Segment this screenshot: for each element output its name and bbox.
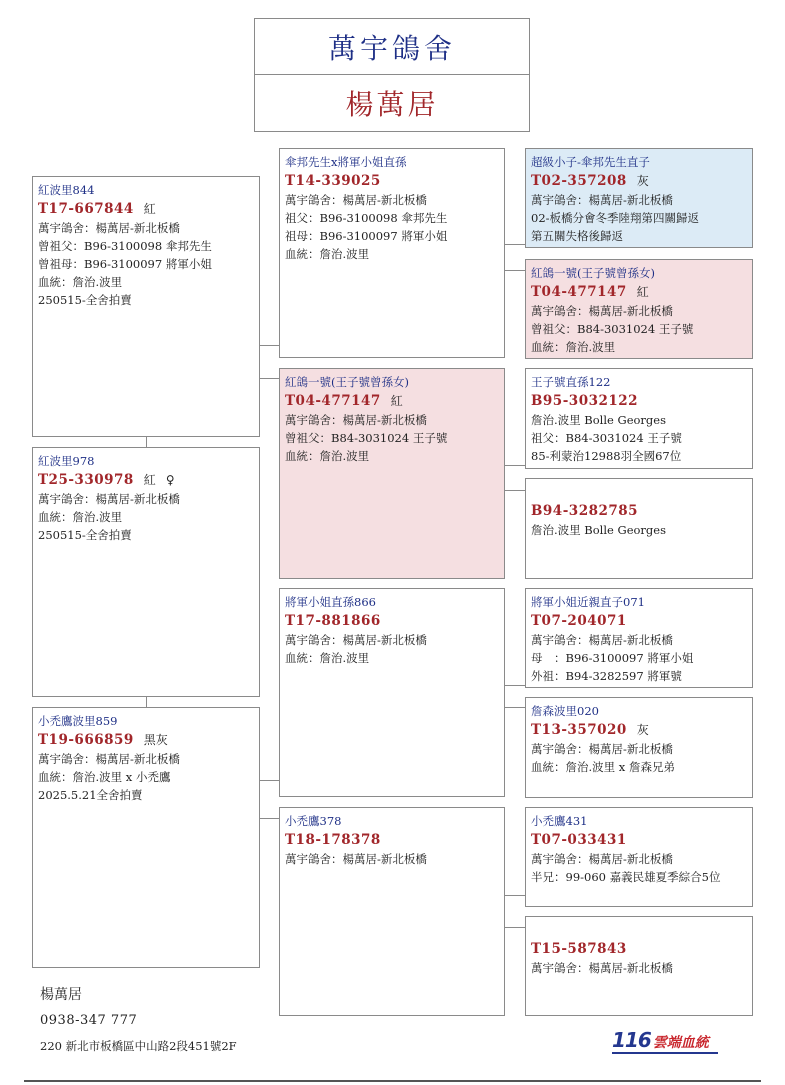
- logo-underline: [612, 1052, 718, 1054]
- pigeon-name: 將軍小姐直孫866: [285, 595, 376, 609]
- info-line: 萬宇鴿舍：楊萬居-新北板橋: [38, 492, 180, 506]
- footer-owner-name: 楊萬居: [40, 987, 82, 1003]
- ring-number: T04-477147: [285, 393, 381, 409]
- info-line: 萬宇鴿舍：楊萬居-新北板橋: [285, 852, 427, 866]
- info-line: 曾祖母：B96-3100097 將軍小姐: [38, 257, 212, 271]
- pigeon-name: [531, 484, 747, 500]
- pigeon-name: 王子號直孫122: [531, 375, 611, 389]
- info-line: 外祖：B94-3282597 將軍號: [531, 669, 682, 683]
- pigeon-card-sibling-1: [32, 447, 260, 697]
- info-line: 血統：詹治.波里: [285, 651, 370, 665]
- info-line: 詹治.波里 Bolle Georges: [531, 523, 666, 537]
- pigeon-card-dam-2: [279, 807, 505, 1016]
- pigeon-name: 紅鴿一號(王子號曾孫女): [285, 375, 409, 389]
- info-line: 第五關失格後歸返: [531, 229, 623, 243]
- ring-number: T19-666859: [38, 732, 134, 748]
- info-line: 血統：詹治.波里: [285, 449, 370, 463]
- info-line: 血統：詹治.波里 x 詹森兄弟: [531, 760, 675, 774]
- feather-color: 灰: [636, 174, 649, 188]
- info-line: 詹治.波里 Bolle Georges: [531, 413, 666, 427]
- pigeon-name: 小禿鷹378: [285, 814, 342, 828]
- connector-line: [260, 780, 279, 781]
- info-line: 萬宇鴿舍：楊萬居-新北板橋: [285, 193, 427, 207]
- ring-number: T14-339025: [285, 173, 381, 189]
- info-line: 萬宇鴿舍：楊萬居-新北板橋: [531, 633, 673, 647]
- ring-number: T02-357208: [531, 173, 627, 189]
- pigeon-name: 傘邦先生x將軍小姐直孫: [285, 155, 407, 169]
- info-line: 血統：詹治.波里: [38, 275, 123, 289]
- info-line: 祖母：B96-3100097 將軍小姐: [285, 229, 448, 243]
- pigeon-card-dam-sire: [525, 368, 753, 469]
- owner-name: 楊萬居: [345, 88, 439, 121]
- feather-color: 紅: [636, 285, 649, 299]
- connector-line: [260, 345, 279, 346]
- pigeon-card-dam2-sire: [525, 807, 753, 907]
- info-line: 曾祖父：B96-3100098 傘邦先生: [38, 239, 212, 253]
- pigeon-name: 詹森波里020: [531, 704, 599, 718]
- ring-number: T07-204071: [531, 613, 627, 629]
- pigeon-card-sire2-sire: [525, 588, 753, 688]
- connector-line: [505, 490, 525, 491]
- pigeon-card-sire-2: [279, 588, 505, 797]
- pigeon-name: [531, 922, 747, 938]
- pigeon-card-dam-dam: [525, 478, 753, 579]
- feather-color: 紅: [143, 202, 156, 216]
- pigeon-name: 紅波里844: [38, 183, 95, 197]
- bottom-divider: [24, 1080, 761, 1082]
- pigeon-name: 小禿鷹波里859: [38, 714, 118, 728]
- pigeon-card-sire-dam: [525, 259, 753, 359]
- ring-number: B94-3282785: [531, 503, 639, 519]
- pigeon-card-subject: [32, 176, 260, 437]
- info-line: 曾祖父：B84-3031024 王子號: [531, 322, 694, 336]
- ring-number: T17-667844: [38, 201, 134, 217]
- info-line: 血統：詹治.波里: [38, 510, 123, 524]
- logo-text: 雲端血統: [652, 1035, 709, 1051]
- pigeon-name: 紅鴿一號(王子號曾孫女): [531, 266, 655, 280]
- pigeon-card-sire: [279, 148, 505, 358]
- logo-number: 116: [612, 1028, 651, 1052]
- ring-number: T15-587843: [531, 941, 627, 957]
- pigeon-card-sire2-dam: [525, 697, 753, 798]
- info-line: 曾祖父：B84-3031024 王子號: [285, 431, 448, 445]
- pigeon-name: 將軍小姐近親直子071: [531, 595, 645, 609]
- connector-line: [505, 895, 525, 896]
- info-line: 萬宇鴿舍：楊萬居-新北板橋: [531, 304, 673, 318]
- connector-line: [146, 437, 147, 447]
- info-line: 萬宇鴿舍：楊萬居-新北板橋: [285, 413, 427, 427]
- feather-color: 紅: [143, 473, 156, 487]
- pigeon-card-dam2-dam: [525, 916, 753, 1016]
- info-line: 250515-全舍拍賣: [38, 528, 132, 542]
- connector-line: [505, 465, 525, 466]
- loft-name: 萬宇鴿舍: [255, 19, 529, 75]
- ring-number: T07-033431: [531, 832, 627, 848]
- ring-number: T25-330978: [38, 472, 134, 488]
- ring-number: T04-477147: [531, 284, 627, 300]
- connector-line: [505, 270, 525, 271]
- info-line: 萬宇鴿舍：楊萬居-新北板橋: [531, 742, 673, 756]
- connector-line: [260, 378, 279, 379]
- info-line: 85-利蒙治12988羽全國67位: [531, 449, 682, 463]
- ring-number: B95-3032122: [531, 393, 639, 409]
- sex-symbol: ♀: [165, 473, 175, 487]
- pigeon-name: 紅波里978: [38, 454, 95, 468]
- connector-line: [505, 244, 525, 245]
- info-line: 血統：詹治.波里 x 小禿鷹: [38, 770, 171, 784]
- info-line: 02-板橋分會冬季陸翔第四關歸返: [531, 211, 700, 225]
- ring-number: T13-357020: [531, 722, 627, 738]
- connector-line: [146, 697, 147, 707]
- info-line: 半兄：99-060 嘉義民雄夏季綜合5位: [531, 870, 721, 884]
- connector-line: [505, 685, 525, 686]
- pigeon-name: 小禿鷹431: [531, 814, 588, 828]
- connector-line: [505, 927, 525, 928]
- footer-phone: 0938-347 777: [40, 1013, 138, 1028]
- info-line: 萬宇鴿舍：楊萬居-新北板橋: [38, 752, 180, 766]
- pigeon-card-dam: [279, 368, 505, 579]
- info-line: 祖父：B84-3031024 王子號: [531, 431, 682, 445]
- info-line: 萬宇鴿舍：楊萬居-新北板橋: [531, 852, 673, 866]
- info-line: 2025.5.21全舍拍賣: [38, 788, 143, 802]
- info-line: 萬宇鴿舍：楊萬居-新北板橋: [531, 193, 673, 207]
- feather-color: 黑灰: [143, 733, 168, 747]
- footer-address: 220 新北市板橋區中山路2段451號2F: [40, 1039, 237, 1053]
- info-line: 萬宇鴿舍：楊萬居-新北板橋: [38, 221, 180, 235]
- footer-contact: [40, 984, 237, 1056]
- pigeon-name: 超級小子-傘邦先生直子: [531, 155, 650, 169]
- info-line: 母 ：B96-3100097 將軍小姐: [531, 651, 694, 665]
- ring-number: T17-881866: [285, 613, 381, 629]
- pigeon-card-sire-sire: [525, 148, 753, 248]
- brand-logo: [612, 1028, 709, 1052]
- info-line: 萬宇鴿舍：楊萬居-新北板橋: [285, 633, 427, 647]
- ring-number: T18-178378: [285, 832, 381, 848]
- connector-line: [260, 818, 279, 819]
- info-line: 250515-全舍拍賣: [38, 293, 132, 307]
- info-line: 祖父：B96-3100098 傘邦先生: [285, 211, 448, 225]
- pigeon-card-sibling-2: [32, 707, 260, 968]
- connector-line: [505, 707, 525, 708]
- feather-color: 紅: [390, 394, 403, 408]
- info-line: 血統：詹治.波里: [285, 247, 370, 261]
- header-box: [254, 18, 530, 132]
- feather-color: 灰: [636, 723, 649, 737]
- info-line: 血統：詹治.波里: [531, 340, 616, 354]
- info-line: 萬宇鴿舍：楊萬居-新北板橋: [531, 961, 673, 975]
